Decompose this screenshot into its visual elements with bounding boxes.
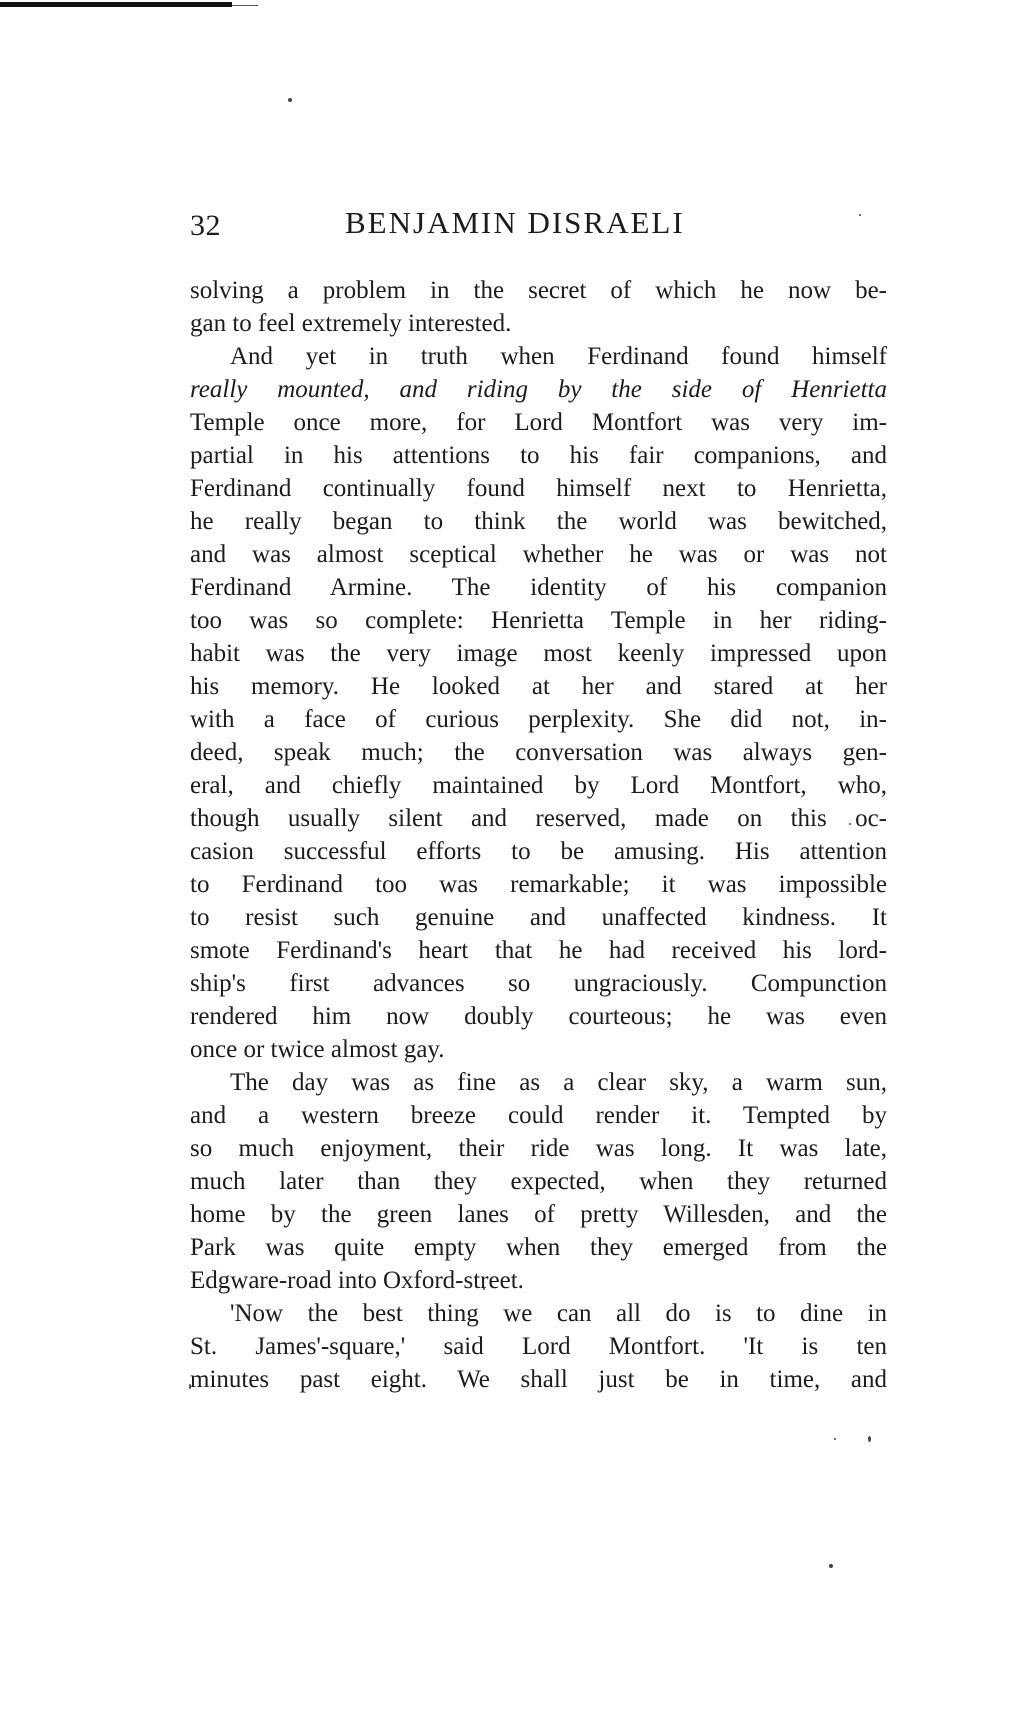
text-line: and was almost sceptical whether he was or was not bbox=[190, 541, 887, 568]
text-line: to Ferdinand too was remarkable; it was impossible bbox=[190, 871, 887, 898]
text-line: Edgware-road into Oxford-street. bbox=[190, 1267, 524, 1294]
text-line: The day was as fine as a clear sky, a warm sun, bbox=[230, 1069, 887, 1096]
text-line: 'Now the best thing we can all do is to dine in bbox=[230, 1300, 887, 1327]
scan-edge-mark-thin bbox=[232, 5, 258, 6]
text-line: much later than they expected, when they returned bbox=[190, 1168, 887, 1195]
text-line: smote Ferdinand's heart that he had received his lord- bbox=[190, 937, 887, 964]
text-line: Park was quite empty when they emerged from the bbox=[190, 1234, 887, 1261]
text-line: And yet in truth when Ferdinand found himself bbox=[230, 343, 887, 370]
text-line: minutes past eight. We shall just be in time, and bbox=[190, 1366, 887, 1393]
scan-speck bbox=[868, 1436, 871, 1442]
page-header bbox=[190, 205, 890, 251]
text-line: once or twice almost gay. bbox=[190, 1036, 445, 1063]
text-line: he really began to think the world was bewitched, bbox=[190, 508, 887, 535]
text-line: really mounted, and riding by the side of Henrietta bbox=[190, 376, 887, 403]
text-line: Temple once more, for Lord Montfort was very im- bbox=[190, 409, 887, 436]
text-line: casion successful efforts to be amusing. His attention bbox=[190, 838, 887, 865]
text-line: to resist such genuine and unaffected kindness. It bbox=[190, 904, 887, 931]
text-line: though usually silent and reserved, made on this oc- bbox=[190, 805, 887, 832]
scan-speck bbox=[834, 1438, 836, 1440]
text-line: habit was the very image most keenly impressed upon bbox=[190, 640, 887, 667]
text-line: St. James'-square,' said Lord Montfort. 'It is ten bbox=[190, 1333, 887, 1360]
text-line: with a face of curious perplexity. She did not, in- bbox=[190, 706, 887, 733]
text-line: home by the green lanes of pretty Willesden, and the bbox=[190, 1201, 887, 1228]
text-line: ship's first advances so ungraciously. Compunction bbox=[190, 970, 887, 997]
text-line: partial in his attentions to his fair companions, and bbox=[190, 442, 887, 469]
text-line: too was so complete: Henrietta Temple in her riding- bbox=[190, 607, 887, 634]
running-title: BENJAMIN DISRAELI bbox=[345, 205, 685, 240]
body-text bbox=[190, 274, 887, 1396]
text-line: so much enjoyment, their ride was long. It was late, bbox=[190, 1135, 887, 1162]
text-line: solving a problem in the secret of which he now be- bbox=[190, 277, 887, 304]
text-line: gan to feel extremely interested. bbox=[190, 310, 512, 337]
scan-speck bbox=[288, 98, 292, 102]
text-line: rendered him now doubly courteous; he was even bbox=[190, 1003, 887, 1030]
text-line: eral, and chiefly maintained by Lord Montfort, who, bbox=[190, 772, 887, 799]
text-line: Ferdinand continually found himself next to Henrietta, bbox=[190, 475, 887, 502]
text-line: Ferdinand Armine. The identity of his companion bbox=[190, 574, 887, 601]
scan-speck bbox=[829, 1564, 833, 1568]
text-line: and a western breeze could render it. Tempted by bbox=[190, 1102, 887, 1129]
scan-edge-mark bbox=[0, 2, 232, 7]
text-line: his memory. He looked at her and stared at her bbox=[190, 673, 887, 700]
page-number: 32 bbox=[190, 209, 221, 242]
text-line: deed, speak much; the conversation was always gen- bbox=[190, 739, 887, 766]
